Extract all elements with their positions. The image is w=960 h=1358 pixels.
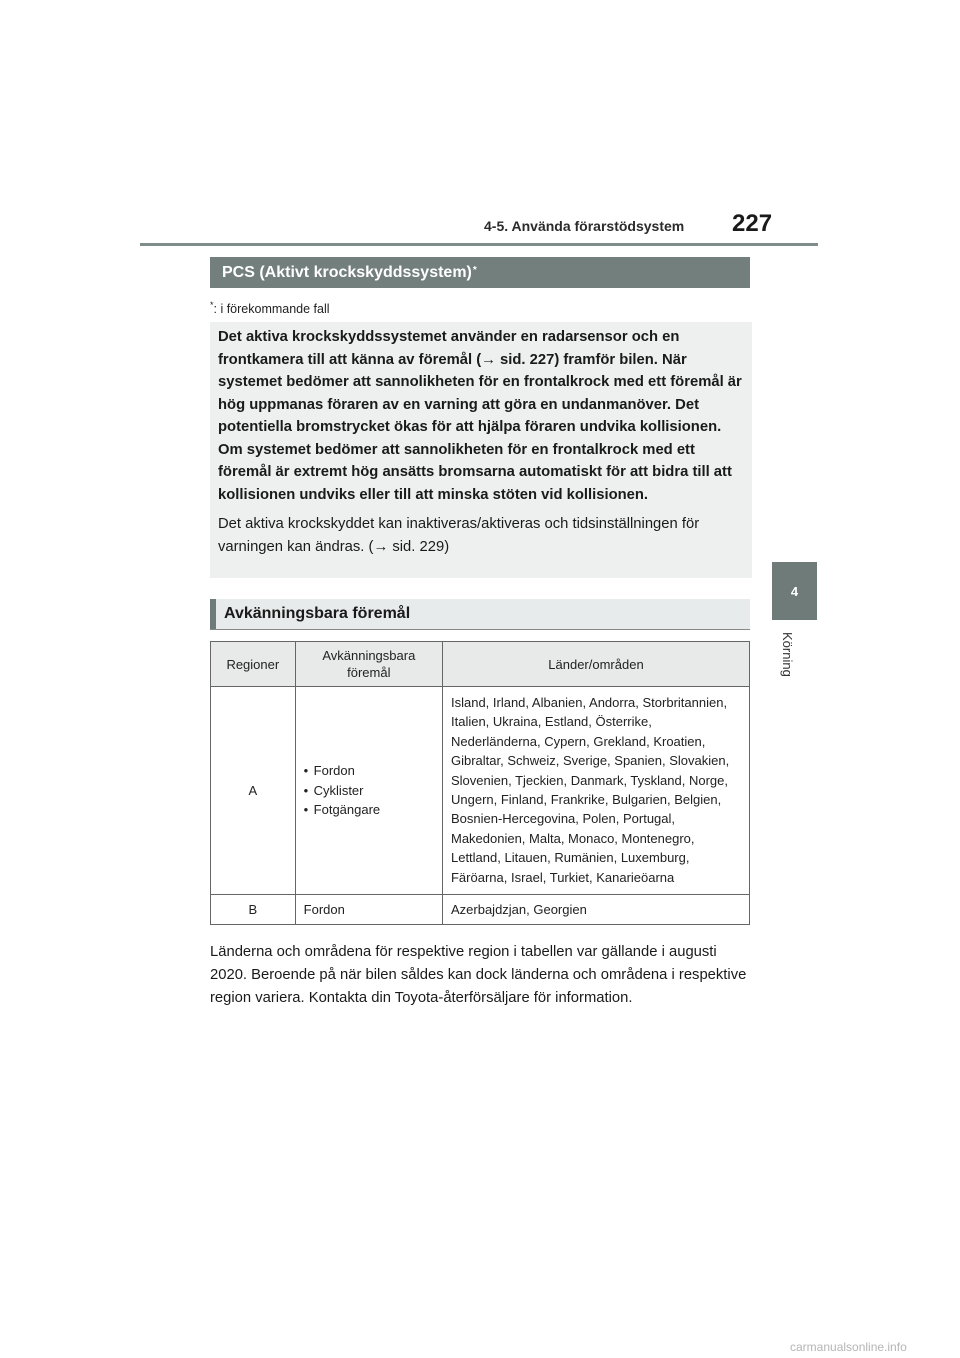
- regions-table: [210, 641, 750, 925]
- subsection-heading-text: Avkänningsbara föremål: [224, 605, 411, 622]
- footnote: [210, 300, 330, 316]
- table-row: [211, 687, 750, 895]
- countries-cell: Azerbajdzjan, Georgien: [442, 895, 749, 925]
- intro-paragraph: Det aktiva krockskyddet kan inaktiveras/aktiveras och tidsinställningen för varningen kan ändras. (→ sid. 229): [218, 516, 700, 555]
- list-item: [304, 761, 438, 781]
- watermark: carmanualsonline.info: [790, 1340, 907, 1354]
- chapter-tab-label: Körning: [780, 632, 795, 677]
- region-cell: B: [211, 895, 296, 925]
- chapter-tab-number: 4: [790, 583, 799, 599]
- table-header-objects: Avkänningsbara föremål: [295, 642, 442, 687]
- objects-cell: [295, 687, 442, 895]
- table-header-regions: Regioner: [211, 642, 296, 687]
- countries-cell: Island, Irland, Albanien, Andorra, Storbritannien, Italien, Ukraina, Estland, Österrike, Nederländerna, Cypern, Grekland, Kroatien, Gibraltar, Schweiz, Sverige, Spanien, Slovakien, Slovenien, Tjeckien, Danmark, Tyskland, Norge, Ungern, Finland, Frankrike, Bulgarien, Belgien, Bosnien-Hercegovina, Polen, Portugal, Makedonien, Malta, Monaco, Montenegro, Lettland, Litauen, Rumänien, Luxemburg, Färöarna, Israel, Turkiet, Kanarieöarna: [442, 687, 749, 895]
- subsection-divider: [210, 629, 750, 630]
- intro-bold-paragraph: Det aktiva krockskyddssystemet använder en radarsensor och en frontkamera till att känna av föremål (→ sid. 227) framför bilen. När systemet bedömer att sannolikheten för en frontalkrock med ett föremål är hög uppmanas föraren av en varning att göra en undanmanöver. Det potentiella bromstrycket ökas för att hjälpa föraren undvika kollisionen. Om systemet bedömer att sannolikheten för en frontalkrock med ett föremål är extremt hög ansätts bromsarna automatiskt för att bidra till att kollisionen undviks eller till att minska stöten vid kollisionen.: [218, 329, 742, 503]
- chapter-tab[interactable]: [772, 562, 817, 620]
- object-label: Fotgängare: [313, 802, 381, 818]
- intro-box: [210, 322, 752, 578]
- footnote-mark: *: [210, 300, 214, 310]
- table-row: [211, 895, 750, 925]
- section-heading-text: PCS (Aktivt krockskyddssystem): [222, 263, 472, 281]
- objects-cell: Fordon: [295, 895, 442, 925]
- header-divider: [140, 243, 818, 246]
- list-item: [304, 781, 438, 801]
- object-label: Cyklister: [313, 782, 364, 798]
- bullet-icon: •: [303, 802, 309, 818]
- list-item: [304, 800, 438, 820]
- table-header-row: [211, 642, 750, 687]
- closing-paragraph: Länderna och områdena för respektive region i tabellen var gällande i augusti 2020. Beroende på när bilen såldes kan dock länderna och områdena i respektive region variera. Kontakta din Toyota-återförsäljare för information.: [210, 944, 747, 1007]
- objects-list: [304, 761, 438, 820]
- section-heading: [210, 257, 750, 288]
- table-header-countries: Länder/områden: [442, 642, 749, 687]
- region-cell: A: [211, 687, 296, 895]
- section-heading-mark: *: [472, 265, 477, 276]
- bullet-icon: •: [303, 763, 309, 779]
- footnote-text: : i förekommande fall: [213, 302, 330, 317]
- chapter-title: 4-5. Använda förarstödsystem: [484, 218, 685, 234]
- subsection-heading: [210, 599, 750, 629]
- bullet-icon: •: [303, 782, 309, 798]
- page-number: 227: [732, 210, 773, 237]
- object-label: Fordon: [313, 763, 355, 779]
